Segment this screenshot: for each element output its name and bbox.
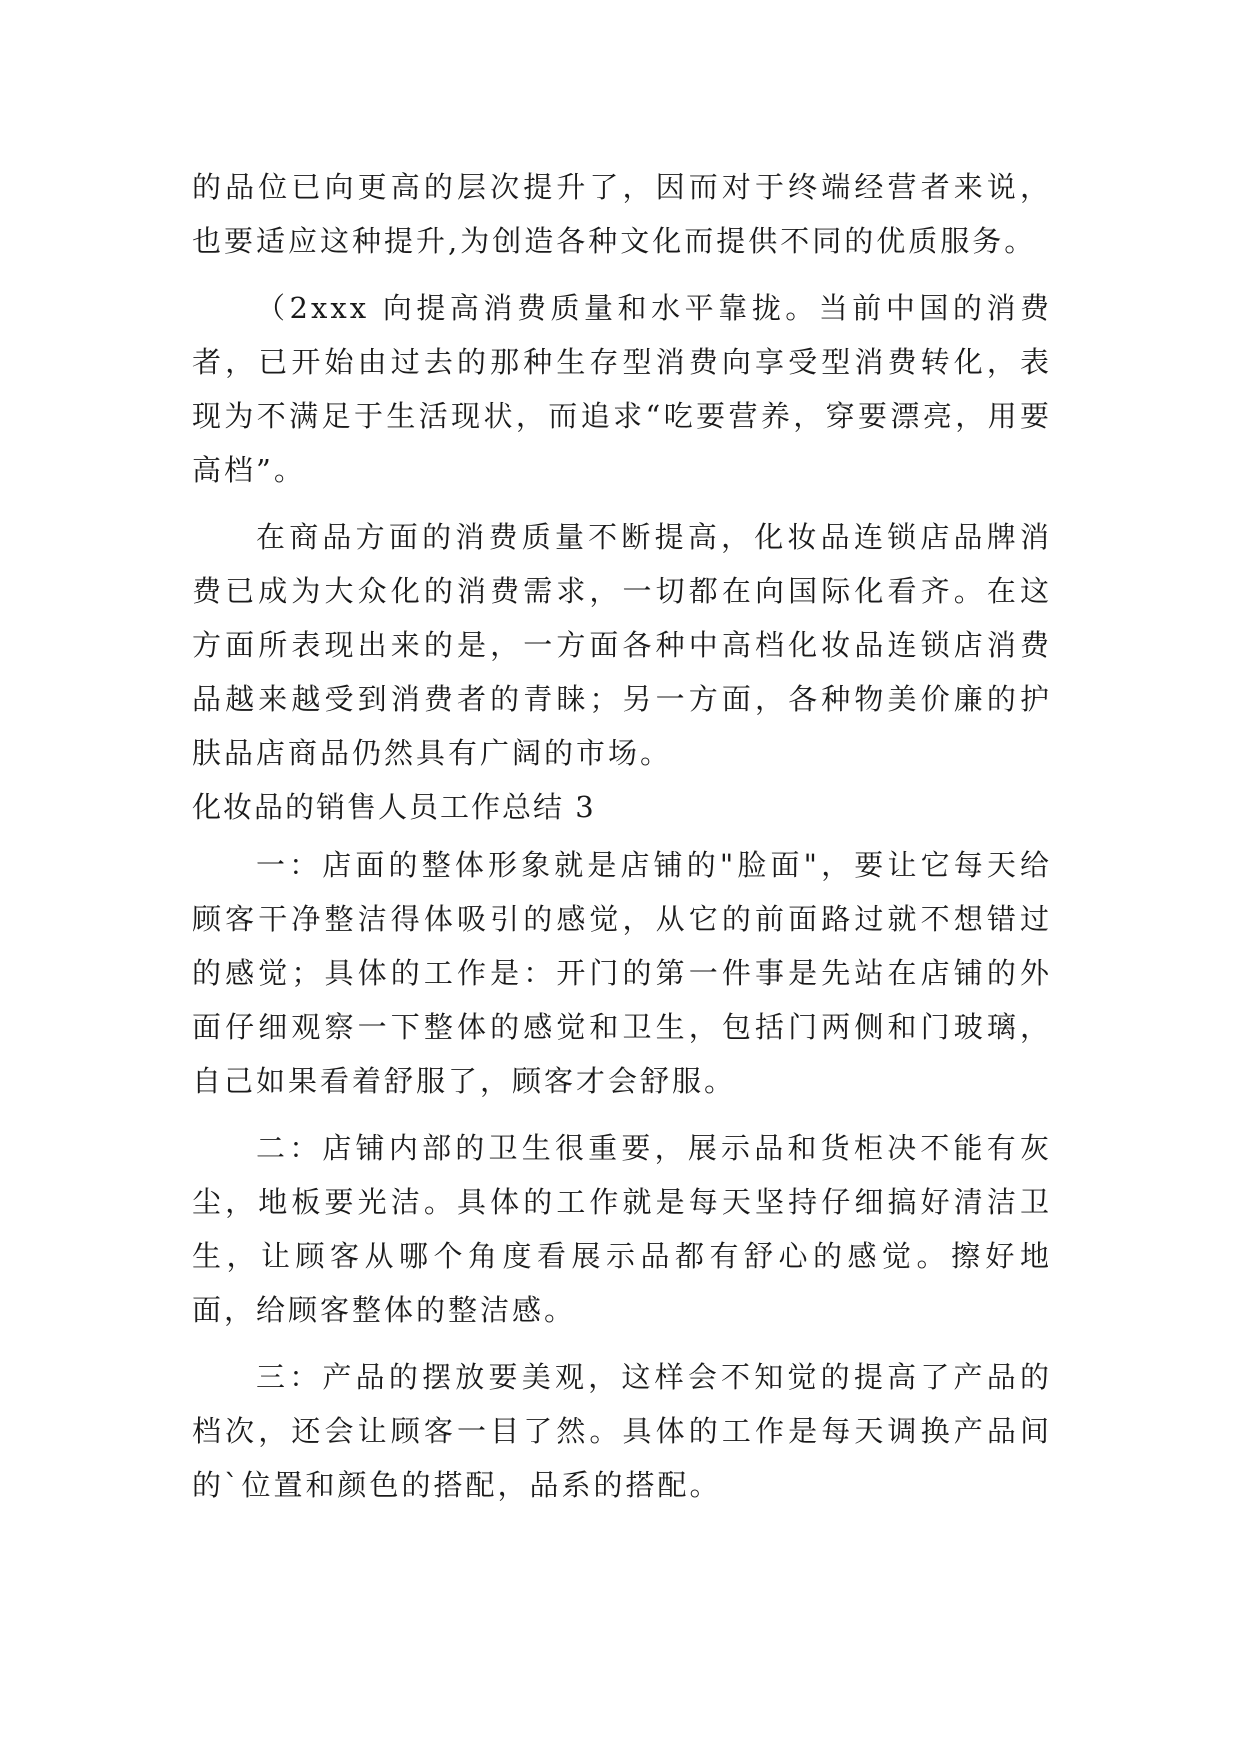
paragraph-product-quality: 在商品方面的消费质量不断提高，化妆品连锁店品牌消费已成为大众化的消费需求，一切都在向国际化看齐。在这方面所表现出来的是，一方面各种中高档化妆品连锁店消费品越来越受到消费者的青睐；另一方面，各种物美价廉的护肤品店商品仍然具有广阔的市场。: [192, 520, 1052, 770]
paragraph-consumption-trend: （2xxx 向提高消费质量和水平靠拢。当前中国的消费者，已开始由过去的那种生存型消费向享受型消费转化，表现为不满足于生活现状，而追求“吃要营养，穿要漂亮，用要高档”。: [192, 291, 1052, 487]
paragraph-point-one: 一：店面的整体形象就是店铺的"脸面"，要让它每天给顾客干净整洁得体吸引的感觉，从它的前面路过就不想错过的感觉；具体的工作是：开门的第一件事是先站在店铺的外面仔细观察一下整体的感觉和卫生，包括门两侧和门玻璃，自己如果看着舒服了，顾客才会舒服。: [192, 848, 1052, 1098]
paragraph-point-three: 三：产品的摆放要美观，这样会不知觉的提高了产品的档次，还会让顾客一目了然。具体的工作是每天调换产品间的`位置和颜色的搭配，品系的搭配。: [192, 1360, 1052, 1502]
paragraph-continuation: 的品位已向更高的层次提升了，因而对于终端经营者来说，也要适应这种提升,为创造各种文化而提供不同的优质服务。: [192, 170, 1052, 258]
document-page: [192, 160, 1052, 1512]
paragraph-point-two: 二：店铺内部的卫生很重要，展示品和货柜决不能有灰尘，地板要光洁。具体的工作就是每天坚持仔细搞好清洁卫生，让顾客从哪个角度看展示品都有舒心的感觉。擦好地面，给顾客整体的整洁感。: [192, 1131, 1052, 1327]
section-title: 化妆品的销售人员工作总结 3: [192, 790, 596, 824]
